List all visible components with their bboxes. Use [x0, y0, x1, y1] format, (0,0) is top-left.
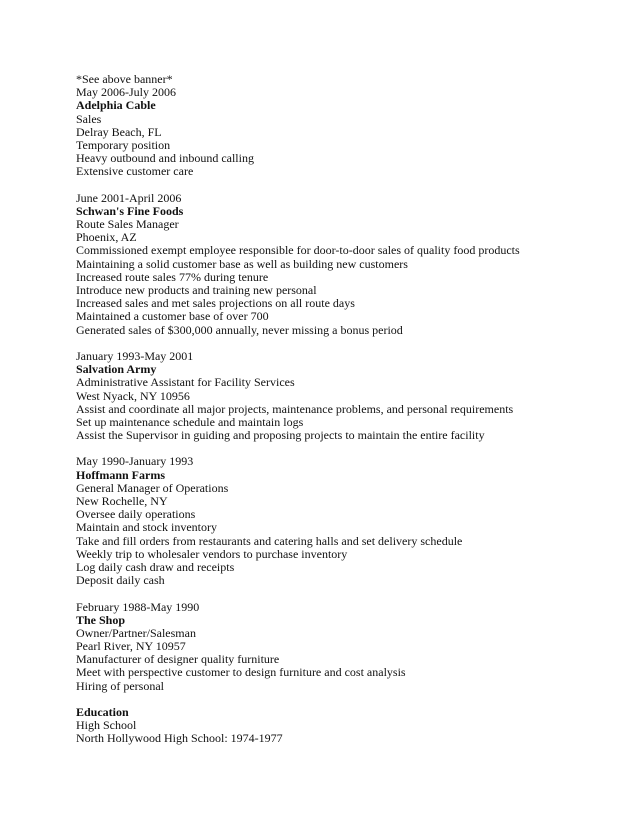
section-spacer: [76, 179, 616, 192]
job-detail-line: Take and fill orders from restaurants and catering halls and set delivery schedule: [76, 533, 463, 548]
job-entry-schwans-fine-foods: [76, 192, 616, 337]
job-dates: May 2006-July 2006: [76, 85, 176, 100]
job-detail-line: Increased route sales 77% during tenure: [76, 269, 269, 284]
job-employer: Adelphia Cable: [76, 98, 156, 113]
job-detail-line: Deposit daily cash: [76, 573, 165, 588]
education-line: North Hollywood High School: 1974-1977: [76, 731, 283, 746]
job-detail-line: Maintaining a solid customer base as well as building new customers: [76, 256, 408, 271]
job-detail-line: Pearl River, NY 10957: [76, 639, 186, 654]
banner-note: *See above banner*: [76, 72, 173, 86]
section-spacer: [76, 587, 616, 600]
job-detail-line: West Nyack, NY 10956: [76, 388, 190, 403]
job-detail-line: Oversee daily operations: [76, 507, 196, 522]
job-dates: June 2001-April 2006: [76, 190, 182, 205]
education-line: High School: [76, 718, 137, 733]
job-detail-line: Assist the Supervisor in guiding and proposing projects to maintain the entire facility: [76, 428, 485, 443]
job-detail-line: Temporary position: [76, 137, 171, 152]
job-entry-adelphia-cable: [76, 86, 616, 178]
job-entry-salvation-army: [76, 350, 616, 442]
job-detail-line: Route Sales Manager: [76, 217, 179, 232]
job-detail-line: New Rochelle, NY: [76, 494, 168, 508]
job-dates: February 1988-May 1990: [76, 599, 200, 614]
job-detail-line: Log daily cash draw and receipts: [76, 559, 235, 574]
job-entry-the-shop: [76, 601, 616, 693]
job-detail-line: Introduce new products and training new personal: [76, 283, 317, 297]
education-section: [76, 706, 616, 746]
education-heading: Education: [76, 705, 129, 719]
section-spacer: [76, 337, 616, 350]
job-entry-hoffmann-farms: [76, 455, 616, 587]
job-employer: Schwan's Fine Foods: [76, 203, 184, 218]
job-detail-line: Manufacturer of designer quality furniture: [76, 652, 280, 667]
job-detail-line: Delray Beach, FL: [76, 124, 162, 139]
job-detail-line: Meet with perspective customer to design furniture and cost analysis: [76, 665, 406, 680]
job-detail-line: Owner/Partner/Salesman: [76, 625, 196, 640]
job-detail-line: Assist and coordinate all major projects, maintenance problems, and personal requirements: [76, 401, 514, 416]
job-detail-line: Generated sales of $300,000 annually, never missing a bonus period: [76, 322, 403, 337]
job-employer: Salvation Army: [76, 362, 157, 377]
job-dates: May 1990-January 1993: [76, 454, 194, 469]
job-detail-line: Increased sales and met sales projections on all route days: [76, 296, 355, 311]
job-detail-line: Heavy outbound and inbound calling: [76, 151, 254, 166]
job-detail-line: Hiring of personal: [76, 678, 164, 693]
resume-page: [76, 73, 616, 746]
job-detail-line: Maintain and stock inventory: [76, 520, 217, 535]
job-detail-line: Sales: [76, 111, 102, 126]
job-detail-line: Set up maintenance schedule and maintain logs: [76, 414, 304, 429]
job-detail-line: Extensive customer care: [76, 164, 194, 179]
job-detail-line: Commissioned exempt employee responsible for door-to-door sales of quality food products: [76, 243, 520, 258]
job-employer: Hoffmann Farms: [76, 467, 165, 482]
job-detail-line: Administrative Assistant for Facility Services: [76, 375, 295, 390]
job-detail-line: General Manager of Operations: [76, 480, 229, 495]
section-spacer: [76, 693, 616, 706]
job-detail-line: Maintained a customer base of over 700: [76, 309, 269, 324]
job-detail-line: Weekly trip to wholesaler vendors to purchase inventory: [76, 546, 348, 561]
job-dates: January 1993-May 2001: [76, 348, 194, 363]
job-detail-line: Phoenix, AZ: [76, 230, 137, 245]
job-employer: The Shop: [76, 612, 126, 627]
